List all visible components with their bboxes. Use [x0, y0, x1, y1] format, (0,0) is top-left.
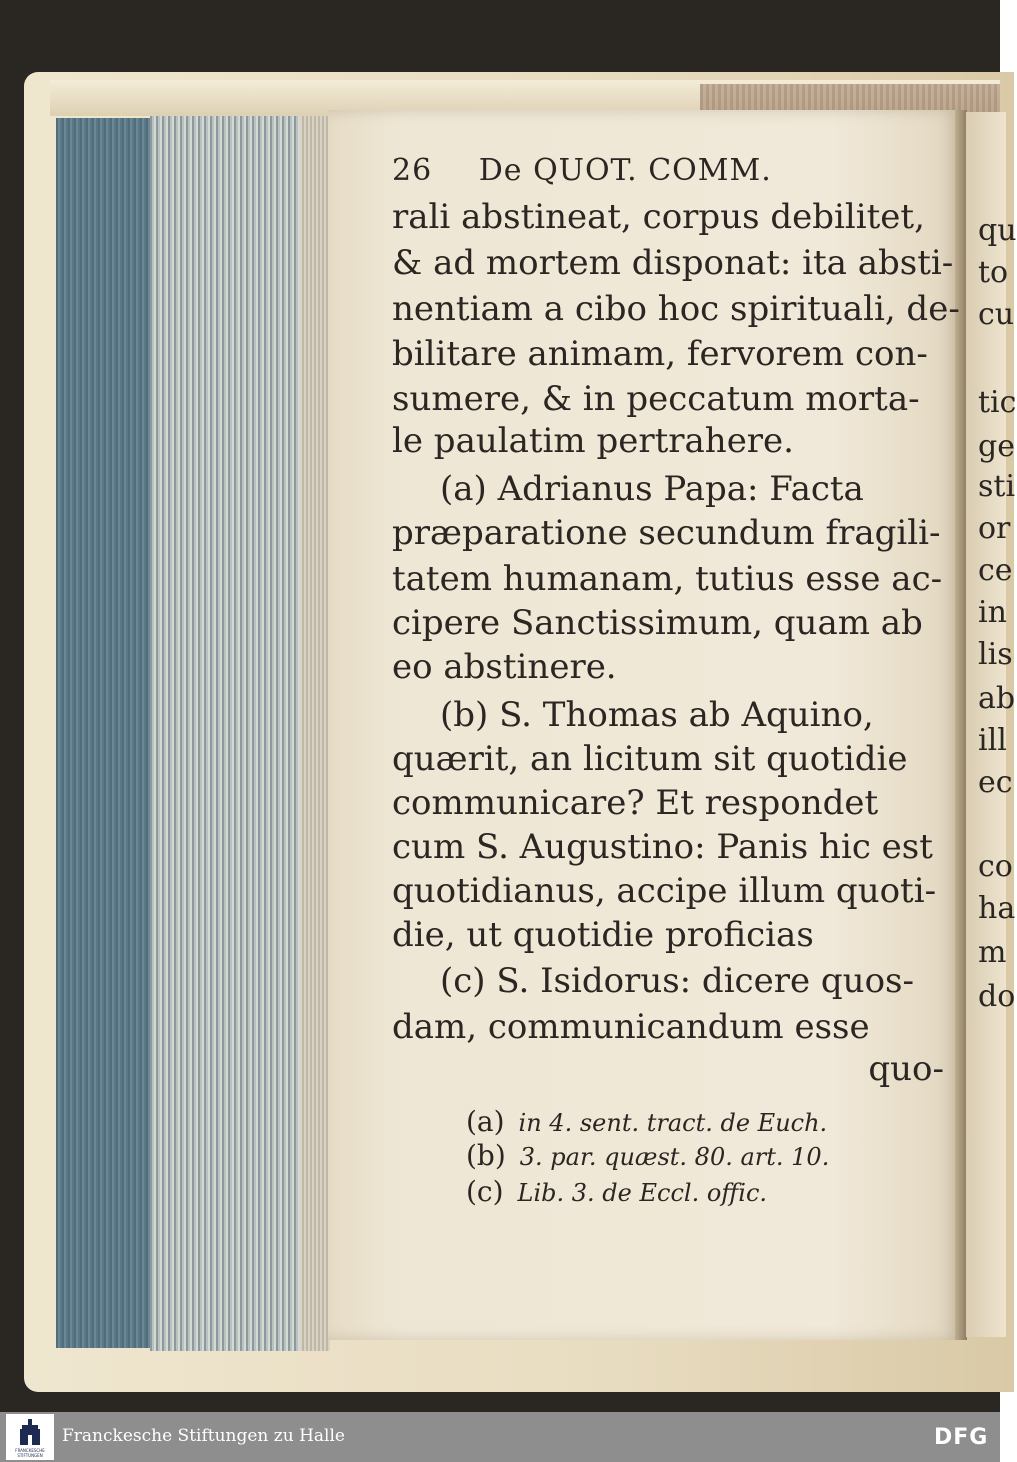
body-line: & ad mortem disponat: ita absti-	[392, 243, 954, 283]
footnote-mark: (c)	[466, 1175, 504, 1208]
footer-bar	[0, 1412, 1000, 1462]
body-line: communicare? Et respondet	[392, 783, 879, 823]
body-line: nentiam a cibo hoc spirituali, de-	[392, 289, 960, 329]
body-line: rali abstineat, corpus debilitet,	[392, 197, 925, 237]
footnote	[466, 1139, 830, 1172]
orphanage-building-icon	[20, 1419, 40, 1445]
body-line: die, ut quotidie proficias	[392, 915, 814, 955]
facing-page-fragment: ge	[978, 429, 1015, 464]
body-line: le paulatim pertrahere.	[392, 421, 794, 461]
body-line: eo abstinere.	[392, 647, 617, 687]
body-line: præparatione secundum fragili-	[392, 513, 941, 553]
facing-page-fragment: do	[978, 979, 1016, 1014]
footnote-reference: in 4. sent. tract. de Euch.	[518, 1109, 828, 1137]
body-line: cipere Sanctissimum, quam ab	[392, 603, 923, 643]
institution-logo[interactable]	[6, 1414, 54, 1460]
body-line: bilitare animam, fervorem con-	[392, 334, 928, 374]
institution-name[interactable]: Franckesche Stiftungen zu Halle	[62, 1426, 345, 1446]
facing-page-fragment: ce	[978, 553, 1013, 588]
body-line: (a) Adrianus Papa: Facta	[440, 469, 864, 509]
facing-page-fragment: tic	[978, 385, 1017, 420]
body-line: sumere, & in peccatum morta-	[392, 379, 920, 419]
facing-page-fragment: lis	[978, 637, 1013, 672]
running-title: De QUOT. COMM.	[478, 153, 772, 188]
body-line: quotidianus, accipe illum quoti-	[392, 871, 937, 911]
facing-page-fragment: ha	[978, 891, 1016, 926]
facing-page-fragment: qu	[978, 213, 1017, 248]
body-line: (b) S. Thomas ab Aquino,	[440, 695, 874, 735]
facing-page-fragment: ill	[978, 723, 1007, 758]
facing-page-fragment: sti	[978, 469, 1016, 504]
footnote	[466, 1175, 768, 1208]
body-line: quærit, an licitum sit quotidie	[392, 739, 908, 779]
facing-page-fragment: or	[978, 511, 1011, 546]
page-number: 26	[392, 153, 433, 188]
facing-page-fragment: cu	[978, 297, 1015, 332]
facing-page-fragment: ec	[978, 765, 1013, 800]
footnote-reference: Lib. 3. de Eccl. offic.	[517, 1179, 768, 1207]
logo-caption: FRANCKESCHE STIFTUNGEN	[15, 1448, 45, 1458]
footnote-mark: (a)	[466, 1105, 505, 1138]
facing-page-fragment: m	[978, 935, 1007, 970]
catchword: quo-	[868, 1049, 944, 1089]
running-head	[392, 153, 772, 188]
footnote	[466, 1105, 828, 1138]
facing-page-fragment: to	[978, 255, 1009, 290]
body-line: (c) S. Isidorus: dicere quos-	[440, 961, 914, 1001]
footnote-mark: (b)	[466, 1139, 506, 1172]
body-line: dam, communicandum esse	[392, 1007, 870, 1047]
fore-edge-pages	[150, 116, 318, 1351]
fore-edge-colored	[56, 118, 150, 1348]
body-line: tatem humanam, tutius esse ac-	[392, 559, 943, 599]
dfg-logo[interactable]: DFG	[934, 1425, 989, 1450]
footnote-reference: 3. par. quæst. 80. art. 10.	[519, 1143, 830, 1171]
fore-edge-inner	[300, 116, 330, 1351]
body-line: cum S. Augustino: Panis hic est	[392, 827, 933, 867]
facing-page-fragment: co	[978, 849, 1013, 884]
facing-page-fragment: in	[978, 595, 1007, 630]
facing-page-fragment: ab	[978, 681, 1016, 716]
